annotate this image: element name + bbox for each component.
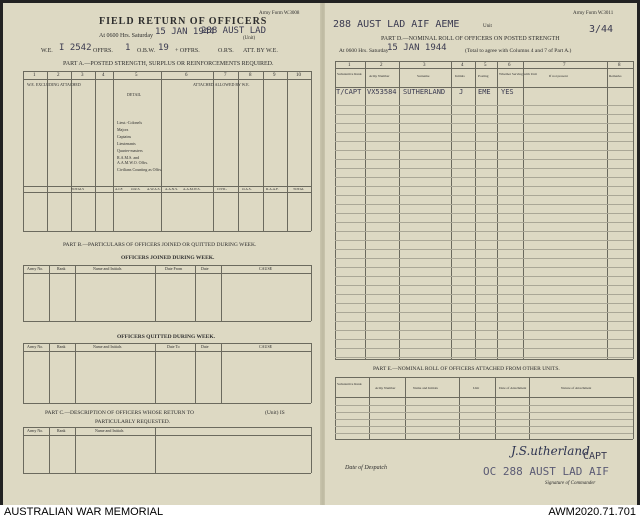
quitted-col-rank: Rank [57,344,66,349]
army-form-number: Army Form W.3008 [259,11,300,16]
total-head-3: O.R.S. [131,187,141,191]
entry-rank: T/CAPT [336,88,362,96]
we-excluding-label: W.E. EXCLUDING ATTACHED [27,82,81,87]
col-num-10: 10 [296,73,301,78]
d-col-num-3: 3 [423,63,426,68]
joined-col-date: Date [201,266,209,271]
offrs-value: 1 [125,43,131,53]
col-num-6: 6 [185,73,188,78]
rank-2: Majors [117,127,129,132]
part-e-heading: PART E.—NOMINAL ROLL OF OFFICERS ATTACHED FROM OTHER UNITS. [373,366,560,372]
attached-allowed-label: ATTACHED ALLOWED BY W.E. [193,82,250,87]
serial-number: 3/44 [589,24,614,35]
archive-caption [0,505,640,519]
d-col-num-6: 6 [508,63,511,68]
obw-value: 19 [158,43,169,53]
right-return-date: 15 JAN 1944 [387,43,447,53]
d-col-num-5: 5 [484,63,487,68]
form-title: FIELD RETURN OF OFFICERS [99,16,268,27]
d-head-not-present: If not present [549,74,568,78]
part-c-col-army-no: Army No. [27,428,44,433]
part-b-heading: PART B.—PARTICULARS OF OFFICERS JOINED OR QUITTED DURING WEEK. [63,242,257,248]
e-head-nature: Nature of Attachment [561,386,592,390]
e-head-date: Date of Attachment [499,386,527,390]
rank-5: Quarter-masters [117,148,143,153]
part-a-top-rule [23,71,311,72]
entry-army-no: VX53584 [367,88,397,96]
rank-8: Civilians Counting as Offrs. [117,167,163,172]
unit-label: (Unit) [243,36,256,41]
col-num-2: 2 [57,73,60,78]
part-a-heading: PART A.—POSTED STRENGTH, SURPLUS OR REINFORCEMENTS REQUIRED. [63,61,274,67]
dispatch-label: Date of Despatch [345,465,387,471]
right-at-line: At 0600 Hrs. Saturday [339,48,389,54]
d-col-num-1: 1 [348,63,351,68]
rank-1: Lieut.-Colonels [117,120,142,125]
part-c-col-name: Name and Initials [95,428,124,433]
quitted-col-cause: CAUSE [259,344,273,349]
unit-name: 288 AUST LAD [201,26,267,36]
total-head-7: CIVIL. [217,187,228,191]
d-head-initials: Initials [455,74,465,78]
archive-name: AUSTRALIAN WAR MEMORIAL [4,506,164,518]
d-col-num-7: 7 [563,63,566,68]
d-head-rank: Substantive Rank [337,72,362,76]
joined-col-date-from: Date From [165,266,183,271]
part-e-ruled-rows [335,399,633,439]
agree-note: (Total to agree with Columns 4 and 7 of Part A.) [465,48,572,54]
part-c-unit: (Unit) IS [265,410,285,416]
total-head-6: A.A.M.W.S. [183,187,201,191]
part-c-subheading: PARTICULARLY REQUESTED. [95,419,171,425]
d-col-num-4: 4 [461,63,464,68]
d-head-army-no: Army Number [369,74,390,78]
we-value: I 2542 [59,43,92,53]
part-d-ruled-rows [335,97,633,359]
d-col-num-2: 2 [380,63,383,68]
col-num-9: 9 [273,73,276,78]
e-head-army-no: Army Number [375,386,396,390]
unit-stamp: OC 288 AUST LAD AIF [483,465,609,478]
total-head-9: R.A.A.F. [266,187,279,191]
archive-accession: AWM2020.71.701 [548,506,636,518]
document-page [3,3,637,505]
part-c-heading: PART C.—DESCRIPTION OF OFFICERS WHOSE RETURN TO [45,410,194,416]
col-num-4: 4 [102,73,105,78]
quitted-col-date-to: Date To [167,344,180,349]
e-head-rank: Substantive Rank [337,382,362,386]
obw-label: O.B.W. [137,48,155,54]
col-num-3: 3 [81,73,84,78]
at-line: At 0600 Hrs. Saturday [99,33,153,39]
col-num-7: 7 [224,73,227,78]
offrs-plus-label: + OFFRS. [175,48,200,54]
d-col-num-8: 8 [618,63,621,68]
att-label: ATT. BY W.E. [243,48,278,54]
right-unit-label: Unit [483,24,492,29]
entry-surname: SUTHERLAND [403,88,446,96]
sign-rank: CAPT [583,451,608,462]
total-head-2: A.I.F. [115,187,123,191]
entry-serving: YES [501,88,514,96]
right-army-form: Army Form W.3011 [573,11,614,16]
d-head-surname: Surname [417,74,430,78]
total-head-5: A.A.N.S. [165,187,179,191]
e-head-name: Name and Initials [413,386,438,390]
signature-label: Signature of Commander [545,481,596,486]
right-sheet [325,3,637,505]
quitted-col-name: Name and Initials [93,344,122,349]
total-head-4: A.W.A.S. [147,187,161,191]
total-head-1: TOTALS [71,187,85,191]
quitted-col-date: Date [201,344,209,349]
joined-col-name: Name and Initials [93,266,122,271]
total-head-10: TOTAL [293,187,305,191]
entry-initials: J [459,88,464,96]
e-head-unit: Unit [473,386,480,390]
quitted-col-army-no: Army No. [27,344,44,349]
part-d-heading: PART D.—NOMINAL ROLL OF OFFICERS ON POSTED STRENGTH [381,36,560,42]
part-c-col-rank: Rank [57,428,66,433]
return-date: 15 JAN 1944 [155,27,215,37]
rank-6: R.A.M.S. and [117,155,140,160]
col-num-5: 5 [135,73,138,78]
col-num-8: 8 [249,73,252,78]
quitted-title: OFFICERS QUITTED DURING WEEK. [117,334,215,340]
we-label: W.E. [41,48,53,54]
d-head-serving: Whether Serving with Unit [499,72,538,76]
ors-label: O.R'S. [218,48,234,54]
joined-col-cause: CAUSE [259,266,273,271]
col-num-1: 1 [33,73,36,78]
left-sheet [3,3,322,505]
right-unit-name: 288 AUST LAD AIF AEME [333,19,460,30]
joined-title: OFFICERS JOINED DURING WEEK. [121,255,215,261]
total-head-8: O.A.S. [242,187,252,191]
d-head-remarks: Remarks [609,74,622,78]
joined-col-rank: Rank [57,266,66,271]
joined-col-army-no: Army No. [27,266,44,271]
offrs-label: OFFRS. [93,48,113,54]
rank-4: Lieutenants [117,141,136,146]
entry-posting: EME [478,88,491,96]
rank-7: A.A.M.W.O. Offrs. [117,160,148,165]
d-head-posting: Posting [478,74,489,78]
detail-label: DETAIL [127,92,142,97]
rank-3: Captains [117,134,131,139]
signature: J.S.utherland [511,444,590,458]
